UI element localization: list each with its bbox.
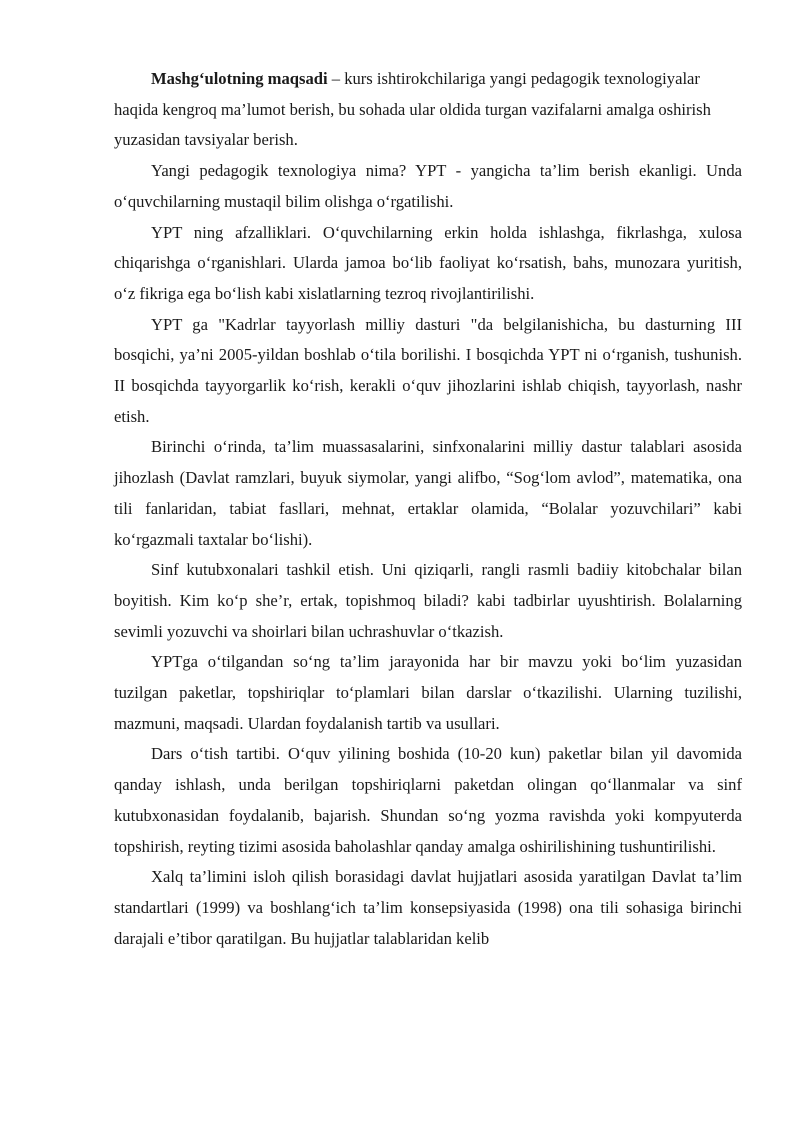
- paragraph-ypt-advantages: YPT ning afzalliklari. O‘quvchilarning erkin holda ishlashga, fikrlashga, xulosa chiqarishga o‘rganishlari. Ularda jamoa bo‘lib faoliyat ko‘rsatish, bahs, munozara yuritish, o‘z fikriga ega bo‘lish kabi xislatlarning tezroq rivojlantirilishi.: [114, 222, 742, 303]
- paragraph-education-reform: Xalq ta’limini isloh qilish borasidagi davlat hujjatlari asosida yaratilgan Davlat ta’lim standartlari (1999) va boshlang‘ich ta’lim konsepsiyasida (1998) ona tili sohasiga birinchi darajali e’tibor qaratilgan. Bu hujjatlar talablaridan kelib: [114, 867, 742, 948]
- objective-heading: Mashg‘ulotning maqsadi: [151, 69, 328, 88]
- paragraph-what-is-ypt: Yangi pedagogik texnologiya nima? YPT - yangicha ta’lim berish ekanligi. Unda o‘quvchilarning mustaqil bilim olishga o‘rgatilishi.: [114, 161, 742, 211]
- paragraph-lesson-order: Dars o‘tish tartibi. O‘quv yilining boshida (10-20 kun) paketlar bilan yil davomida qanday ishlash, unda berilgan topshiriqlarni paketdan olingan qo‘llanmalar va sinf kutubxonasidan foydalanib, bajarish. Shundan so‘ng yozma ravishda yoki kompyuterda topshirish, reyting tizimi asosida baholashlar qanday amalga oshirilishining tushuntirilishi.: [114, 744, 742, 856]
- paragraph-objective: [114, 64, 742, 156]
- paragraph-packages: YPTga o‘tilgandan so‘ng ta’lim jarayonida har bir mavzu yoki bo‘lim yuzasidan tuzilgan paketlar, topshiriqlar to‘plamlari bilan darslar o‘tkazilishi. Ularning tuzilishi, mazmuni, maqsadi. Ulardan foydalanish tartib va usullari.: [114, 652, 742, 733]
- paragraph-class-libraries: Sinf kutubxonalari tashkil etish. Uni qiziqarli, rangli rasmli badiiy kitobchalar bilan boyitish. Kim ko‘p she’r, ertak, topishmoq biladi? kabi tadbirlar uyushtirish. Bolalarning sevimli yozuvchi va shoirlari bilan uchrashuvlar o‘tkazish.: [114, 560, 742, 641]
- paragraph-national-program: YPT ga "Kadrlar tayyorlash milliy dasturi "da belgilanishicha, bu dasturning III bosqichi, ya’ni 2005-yildan boshlab o‘tila borilishi. I bosqichda YPT ni o‘rganish, tushunish. II bosqichda tayyorgarlik ko‘rish, kerakli o‘quv jihozlarini ishlab chiqish, tayyorlash, nashr etish.: [114, 314, 742, 426]
- objective-text: – kurs ishtirokchilariga yangi pedagogik texnologiyalar haqida kengroq ma’lumot berish, bu sohada ular oldida turgan vazifalarni amalga oshirish yuzasidan tavsiyalar berish.: [114, 69, 711, 150]
- document-page: [114, 64, 742, 954]
- paragraph-equipping-classrooms: Birinchi o‘rinda, ta’lim muassasalarini, sinfxonalarini milliy dastur talablari asosida jihozlash (Davlat ramzlari, buyuk siymolar, yangi alifbo, “Sog‘lom avlod”, matematika, ona tili fanlaridan, tabiat fasllari, mehnat, ertaklar olamida, “Bolalar yozuvchilari” kabi ko‘rgazmali taxtalar bo‘lishi).: [114, 437, 742, 549]
